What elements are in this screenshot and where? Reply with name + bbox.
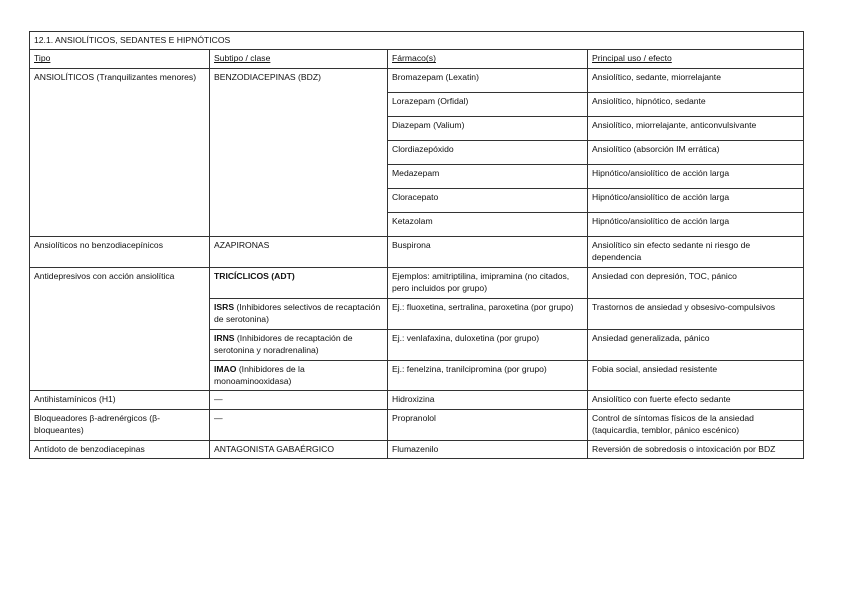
cell-tipo: Ansiolíticos no benzodiacepínicos: [30, 236, 210, 267]
cell-farmaco: Lorazepam (Orfidal): [388, 92, 588, 116]
table-row: [30, 391, 804, 409]
cell-farmaco: Flumazenilo: [388, 440, 588, 458]
cell-uso: Ansiolítico (absorción IM errática): [588, 140, 804, 164]
cell-uso: Hipnótico/ansiolítico de acción larga: [588, 188, 804, 212]
cell-uso: Ansiolítico, hipnótico, sedante: [588, 92, 804, 116]
cell-uso: Ansiolítico, miorrelajante, anticonvulsivante: [588, 116, 804, 140]
cell-farmaco: Buspirona: [388, 236, 588, 267]
table-row: [30, 267, 804, 298]
subtipo-abbr: ISRS: [214, 301, 235, 312]
table-row: [30, 440, 804, 458]
header-subtipo: Subtipo / clase: [210, 50, 388, 68]
cell-subtipo: ANTAGONISTA GABAÉRGICO: [210, 440, 388, 458]
cell-farmaco: Medazepam: [388, 164, 588, 188]
table-title: 12.1. ANSIOLÍTICOS, SEDANTES E HIPNÓTICOS: [30, 32, 804, 50]
header-tipo: Tipo: [30, 50, 210, 68]
cell-uso: Hipnótico/ansiolítico de acción larga: [588, 212, 804, 236]
cell-subtipo: [210, 267, 388, 298]
subtipo-abbr: IMAO: [214, 363, 237, 374]
subtipo-desc: (Inhibidores de recaptación de serotonina y noradrenalina): [214, 332, 353, 356]
cell-uso: Trastornos de ansiedad y obsesivo-compulsivos: [588, 298, 804, 329]
cell-tipo: Antidepresivos con acción ansiolítica: [30, 267, 210, 391]
table-row: [30, 68, 804, 92]
cell-farmaco: Hidroxizina: [388, 391, 588, 409]
cell-subtipo: BENZODIACEPINAS (BDZ): [210, 68, 388, 236]
table-row: [30, 409, 804, 440]
subtipo-desc: (Inhibidores selectivos de recaptación de serotonina): [214, 301, 381, 325]
cell-subtipo: AZAPIRONAS: [210, 236, 388, 267]
cell-subtipo: —: [210, 391, 388, 409]
cell-uso: Ansiolítico sin efecto sedante ni riesgo de dependencia: [588, 236, 804, 267]
subtipo-abbr: TRICÍCLICOS (ADT): [214, 270, 295, 281]
subtipo-abbr: IRNS: [214, 332, 235, 343]
header-farmaco: Fármaco(s): [388, 50, 588, 68]
cell-farmaco: Ketazolam: [388, 212, 588, 236]
cell-subtipo: [210, 360, 388, 391]
cell-farmaco: Diazepam (Valium): [388, 116, 588, 140]
cell-farmaco: Ejemplos: amitriptilina, imipramina (no citados, pero incluidos por grupo): [388, 267, 588, 298]
cell-tipo: Antihistamínicos (H1): [30, 391, 210, 409]
cell-farmaco: Ej.: venlafaxina, duloxetina (por grupo): [388, 329, 588, 360]
cell-farmaco: Propranolol: [388, 409, 588, 440]
cell-uso: Control de síntomas físicos de la ansiedad (taquicardia, temblor, pánico escénico): [588, 409, 804, 440]
cell-uso: Ansiedad generalizada, pánico: [588, 329, 804, 360]
subtipo-desc: (Inhibidores de la monoaminooxidasa): [214, 363, 305, 386]
cell-farmaco: Ej.: fluoxetina, sertralina, paroxetina (por grupo): [388, 298, 588, 329]
cell-uso: Fobia social, ansiedad resistente: [588, 360, 804, 391]
cell-subtipo: [210, 329, 388, 360]
cell-farmaco: Ej.: fenelzina, tranilcipromina (por grupo): [388, 360, 588, 391]
cell-farmaco: Clordiazepóxido: [388, 140, 588, 164]
cell-tipo: Bloqueadores β-adrenérgicos (β-bloqueantes): [30, 409, 210, 440]
cell-uso: Hipnótico/ansiolítico de acción larga: [588, 164, 804, 188]
table-row: [30, 236, 804, 267]
cell-farmaco: Cloracepato: [388, 188, 588, 212]
drug-table: [29, 31, 804, 459]
cell-tipo: ANSIOLÍTICOS (Tranquilizantes menores): [30, 68, 210, 236]
cell-subtipo: [210, 298, 388, 329]
cell-subtipo: —: [210, 409, 388, 440]
cell-uso: Ansiolítico con fuerte efecto sedante: [588, 391, 804, 409]
header-uso: Principal uso / efecto: [588, 50, 804, 68]
cell-farmaco: Bromazepam (Lexatin): [388, 68, 588, 92]
cell-uso: Ansiolítico, sedante, miorrelajante: [588, 68, 804, 92]
cell-uso: Reversión de sobredosis o intoxicación por BDZ: [588, 440, 804, 458]
cell-uso: Ansiedad con depresión, TOC, pánico: [588, 267, 804, 298]
cell-tipo: Antídoto de benzodiacepinas: [30, 440, 210, 458]
